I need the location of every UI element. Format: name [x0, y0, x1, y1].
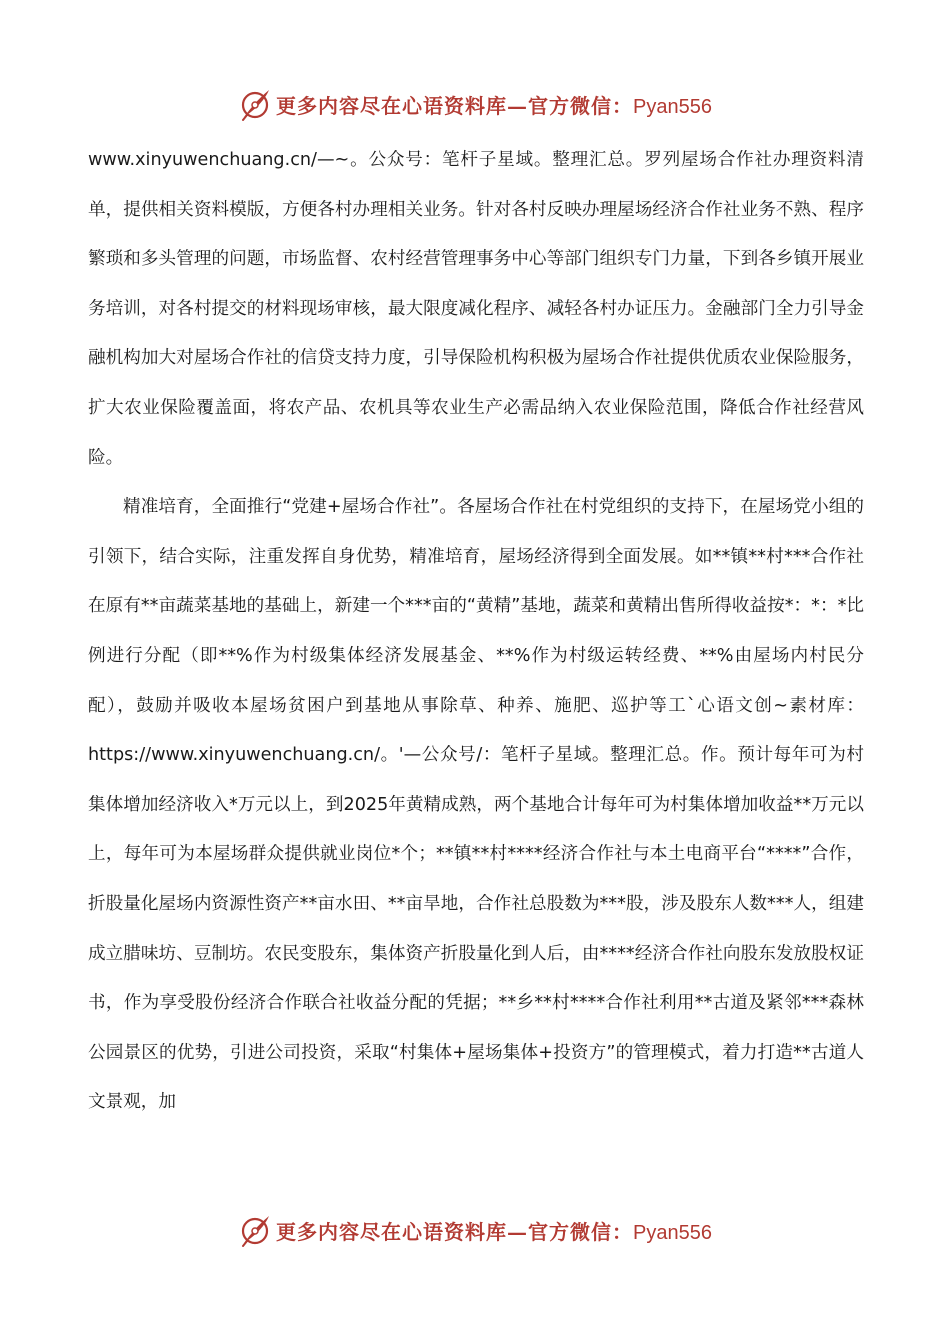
footer-wechat-id: Pyan556 [633, 1221, 712, 1244]
header-wechat-id: Pyan556 [633, 95, 712, 118]
quill-logo-icon [238, 1213, 272, 1247]
footer-banner [0, 1210, 950, 1250]
header-banner-text [276, 90, 712, 119]
footer-banner-label: 更多内容尽在心语资料库—官方微信： [276, 1219, 634, 1244]
quill-logo-icon [238, 87, 272, 121]
header-banner [0, 84, 950, 124]
paragraph-1: www.xinyuwenchuang.cn/—~。公众号：笔杆子星域。整理汇总。罗列屋场合作社办理资料清单，提供相关资料模版，方便各村办理相关业务。针对各村反映办理屋场经济合作社业务不熟、程序繁琐和多头管理的问题，市场监督、农村经营管理事务中心等部门组织专门力量，下到各乡镇开展业务培训，对各村提交的材料现场审核，最大限度减化程序、减轻各村办证压力。金融部门全力引导金融机构加大对屋场合作社的信贷支持力度，引导保险机构积极为屋场合作社提供优质农业保险服务，扩大农业保险覆盖面，将农产品、农机具等农业生产必需品纳入农业保险范围，降低合作社经营风险。 [88, 150, 864, 468]
footer-banner-text [276, 1216, 712, 1245]
header-banner-label: 更多内容尽在心语资料库—官方微信： [276, 93, 634, 118]
paragraph-2: 精准培育，全面推行“党建+屋场合作社”。各屋场合作社在村党组织的支持下，在屋场党小组的引领下，结合实际，注重发挥自身优势，精准培育，屋场经济得到全面发展。如**镇**村***合作社在原有**亩蔬菜基地的基础上，新建一个***亩的“黄精”基地，蔬菜和黄精出售所得收益按*：*：*比例进行分配（即**%作为村级集体经济发展基金、**%作为村级运转经费、**%由屋场内村民分配），鼓励并吸收本屋场贫困户到基地从事除草、种养、施肥、巡护等工`心语文创~素材库：https://www.xinyuwenchuang.cn/。'—公众号/：笔杆子星域。整理汇总。作。预计每年可为村集体增加经济收入*万元以上，到2025年黄精成熟，两个基地合计每年可为村集体增加收益**万元以上，每年可为本屋场群众提供就业岗位*个；**镇**村****经济合作社与本土电商平台“****”合作，折股量化屋场内资源性资产**亩水田、**亩旱地，合作社总股数为***股，涉及股东人数***人，组建成立腊味坊、豆制坊。农民变股东，集体资产折股量化到人后，由****经济合作社向股东发放股权证书，作为享受股份经济合作联合社收益分配的凭据；**乡**村****合作社利用**古道及紧邻***森林公园景区的优势，引进公司投资，采取“村集体+屋场集体+投资方”的管理模式，着力打造**古道人文景观，加 [88, 497, 864, 1113]
document-body [88, 136, 864, 1128]
